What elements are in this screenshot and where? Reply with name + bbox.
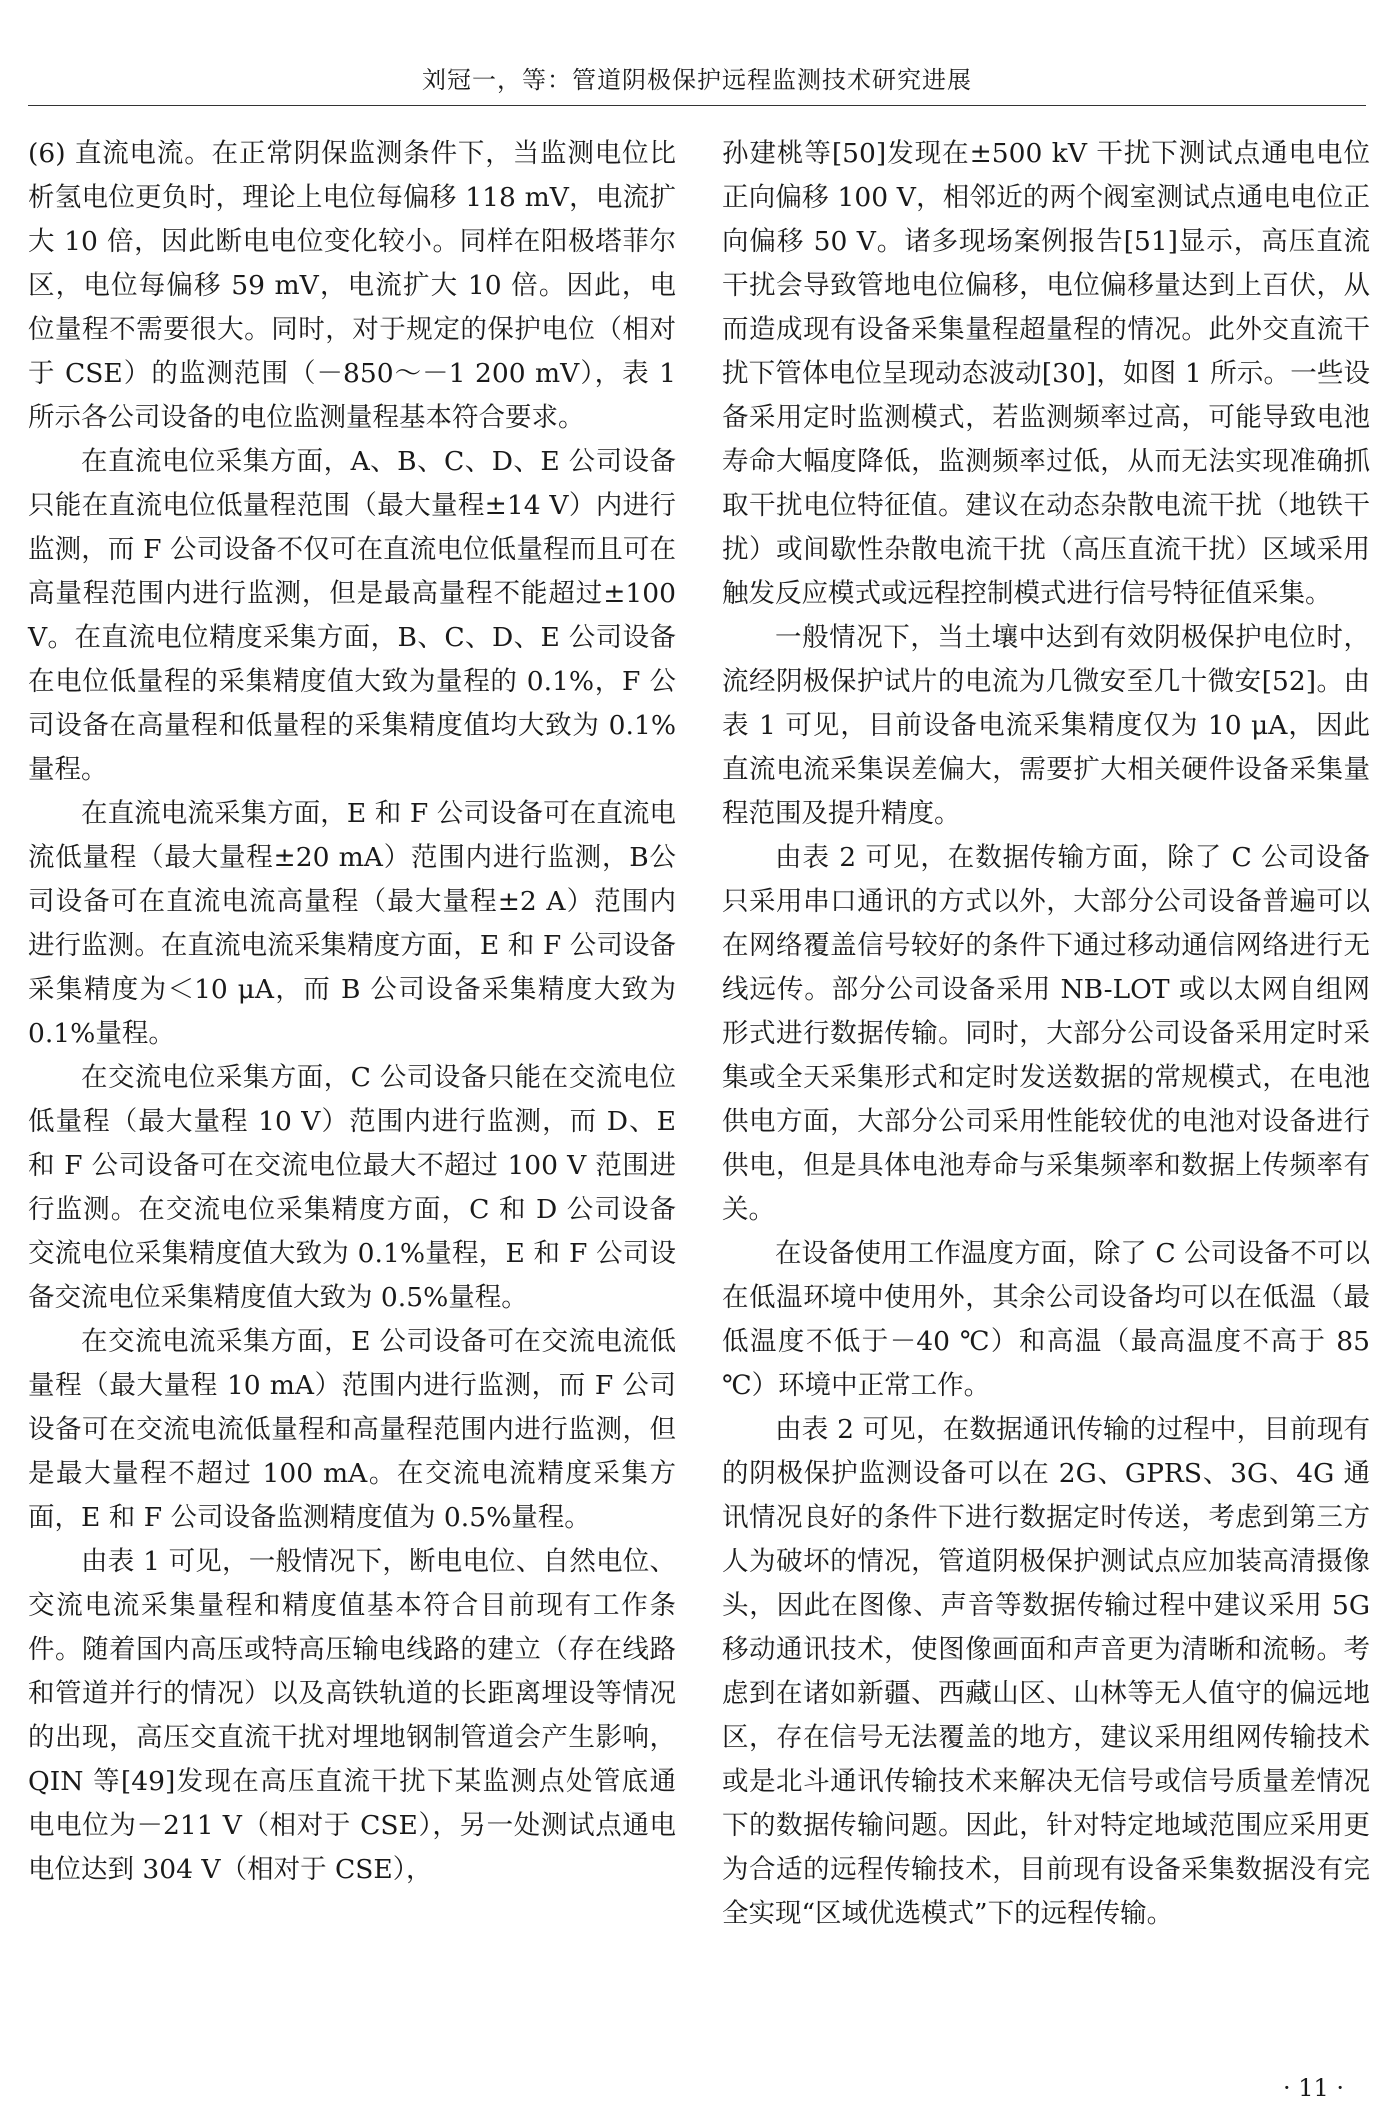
paragraph-coupon-current: 一般情况下，当土壤中达到有效阴极保护电位时，流经阴极保护试片的电流为几微安至几十微安[52]。由表 1 可见，目前设备电流采集精度仅为 10 μA，因此直流电流采集误差偏大，需要扩大相关硬件设备采集量程范围及提升精度。: [722, 622, 1370, 829]
paragraph-table1-summary: 由表 1 可见，一般情况下，断电电位、自然电位、交流电流采集量程和精度值基本符合目前现有工作条件。随着国内高压或特高压输电线路的建立（存在线路和管道并行的情况）以及高铁轨道的长距离埋设等情况的出现，高压交直流干扰对埋地钢制管道会产生影响，QIN 等[49]发现在高压直流干扰下某监测点处管底通电电位为－211 V（相对于 CSE），另一处测试点通电电位达到 304 V（相对于 CSE），: [28, 1546, 676, 1885]
paragraph-dc-potential: 在直流电位采集方面，A、B、C、D、E 公司设备只能在直流电位低量程范围（最大量程±14 V）内进行监测，而 F 公司设备不仅可在直流电位低量程而且可在高量程范围内进行监测，但是最高量程不能超过±100 V。在直流电位精度采集方面，B、C、D、E 公司设备在电位低量程的采集精度值大致为量程的 0.1%，F 公司设备在高量程和低量程的采集精度值均大致为 0.1%量程。: [28, 446, 676, 785]
right-column: [722, 132, 1370, 1936]
paragraph-operating-temperature: 在设备使用工作温度方面，除了 C 公司设备不可以在低温环境中使用外，其余公司设备均可以在低温（最低温度不低于－40 ℃）和高温（最高温度不高于 85 ℃）环境中正常工作。: [722, 1238, 1370, 1401]
paragraph-ac-potential: 在交流电位采集方面，C 公司设备只能在交流电位低量程（最大量程 10 V）范围内进行监测，而 D、E 和 F 公司设备可在交流电位最大不超过 100 V 范围进行监测。在交流电位采集精度方面，C 和 D 公司设备交流电位采集精度值大致为 0.1%量程，E 和 F 公司设备交流电位采集精度值大致为 0.5%量程。: [28, 1062, 676, 1313]
paragraph-data-transmission: 由表 2 可见，在数据传输方面，除了 C 公司设备只采用串口通讯的方式以外，大部分公司设备普遍可以在网络覆盖信号较好的条件下通过移动通信网络进行无线远传。部分公司设备采用 NB-LOT 或以太网自组网形式进行数据传输。同时，大部分公司设备采用定时采集或全天采集形式和定时发送数据的常规模式，在电池供电方面，大部分公司采用性能较优的电池对设备进行供电，但是具体电池寿命与采集频率和数据上传频率有关。: [722, 842, 1370, 1225]
paragraph-dc-current-acquisition: 在直流电流采集方面，E 和 F 公司设备可在直流电流低量程（最大量程±20 mA）范围内进行监测，B公司设备可在直流电流高量程（最大量程±2 A）范围内进行监测。在直流电流采集精度方面，E 和 F 公司设备采集精度为＜10 μA，而 B 公司设备采集精度大致为 0.1%量程。: [28, 798, 676, 1049]
paragraph-hvdc-interference: 孙建桃等[50]发现在±500 kV 干扰下测试点通电电位正向偏移 100 V，相邻近的两个阀室测试点通电电位正向偏移 50 V。诸多现场案例报告[51]显示，高压直流干扰会导致管地电位偏移，电位偏移量达到上百伏，从而造成现有设备采集量程超量程的情况。此外交直流干扰下管体电位呈现动态波动[30]，如图 1 所示。一些设备采用定时监测模式，若监测频率过高，可能导致电池寿命大幅度降低，监测频率过低，从而无法实现准确抓取干扰电位特征值。建议在动态杂散电流干扰（地铁干扰）或间歇性杂散电流干扰（高压直流干扰）区域采用触发反应模式或远程控制模式进行信号特征值采集。: [722, 138, 1370, 609]
left-column: [28, 132, 676, 1892]
paragraph-dc-current: (6) 直流电流。在正常阴保监测条件下，当监测电位比析氢电位更负时，理论上电位每偏移 118 mV，电流扩大 10 倍，因此断电电位变化较小。同样在阳极塔菲尔区，电位每偏移 59 mV，电流扩大 10 倍。因此，电位量程不需要很大。同时，对于规定的保护电位（相对于 CSE）的监测范围（－850～－1 200 mV），表 1 所示各公司设备的电位监测量程基本符合要求。: [28, 138, 676, 433]
header-rule: [28, 105, 1366, 106]
paragraph-communication: 由表 2 可见，在数据通讯传输的过程中，目前现有的阴极保护监测设备可以在 2G、GPRS、3G、4G 通讯情况良好的条件下进行数据定时传送，考虑到第三方人为破坏的情况，管道阴极保护测试点应加装高清摄像头，因此在图像、声音等数据传输过程中建议采用 5G 移动通讯技术，使图像画面和声音更为清晰和流畅。考虑到在诸如新疆、西藏山区、山林等无人值守的偏远地区，存在信号无法覆盖的地方，建议采用组网传输技术或是北斗通讯传输技术来解决无信号或信号质量差情况下的数据传输问题。因此，针对特定地域范围应采用更为合适的远程传输技术，目前现有设备采集数据没有完全实现“区域优选模式”下的远程传输。: [722, 1414, 1370, 1929]
paragraph-ac-current: 在交流电流采集方面，E 公司设备可在交流电流低量程（最大量程 10 mA）范围内进行监测，而 F 公司设备可在交流电流低量程和高量程范围内进行监测，但是最大量程不超过 100 mA。在交流电流精度采集方面，E 和 F 公司设备监测精度值为 0.5%量程。: [28, 1326, 676, 1533]
page-number: · 11 ·: [1282, 2074, 1344, 2102]
running-header: 刘冠一，等：管道阴极保护远程监测技术研究进展: [422, 66, 972, 94]
